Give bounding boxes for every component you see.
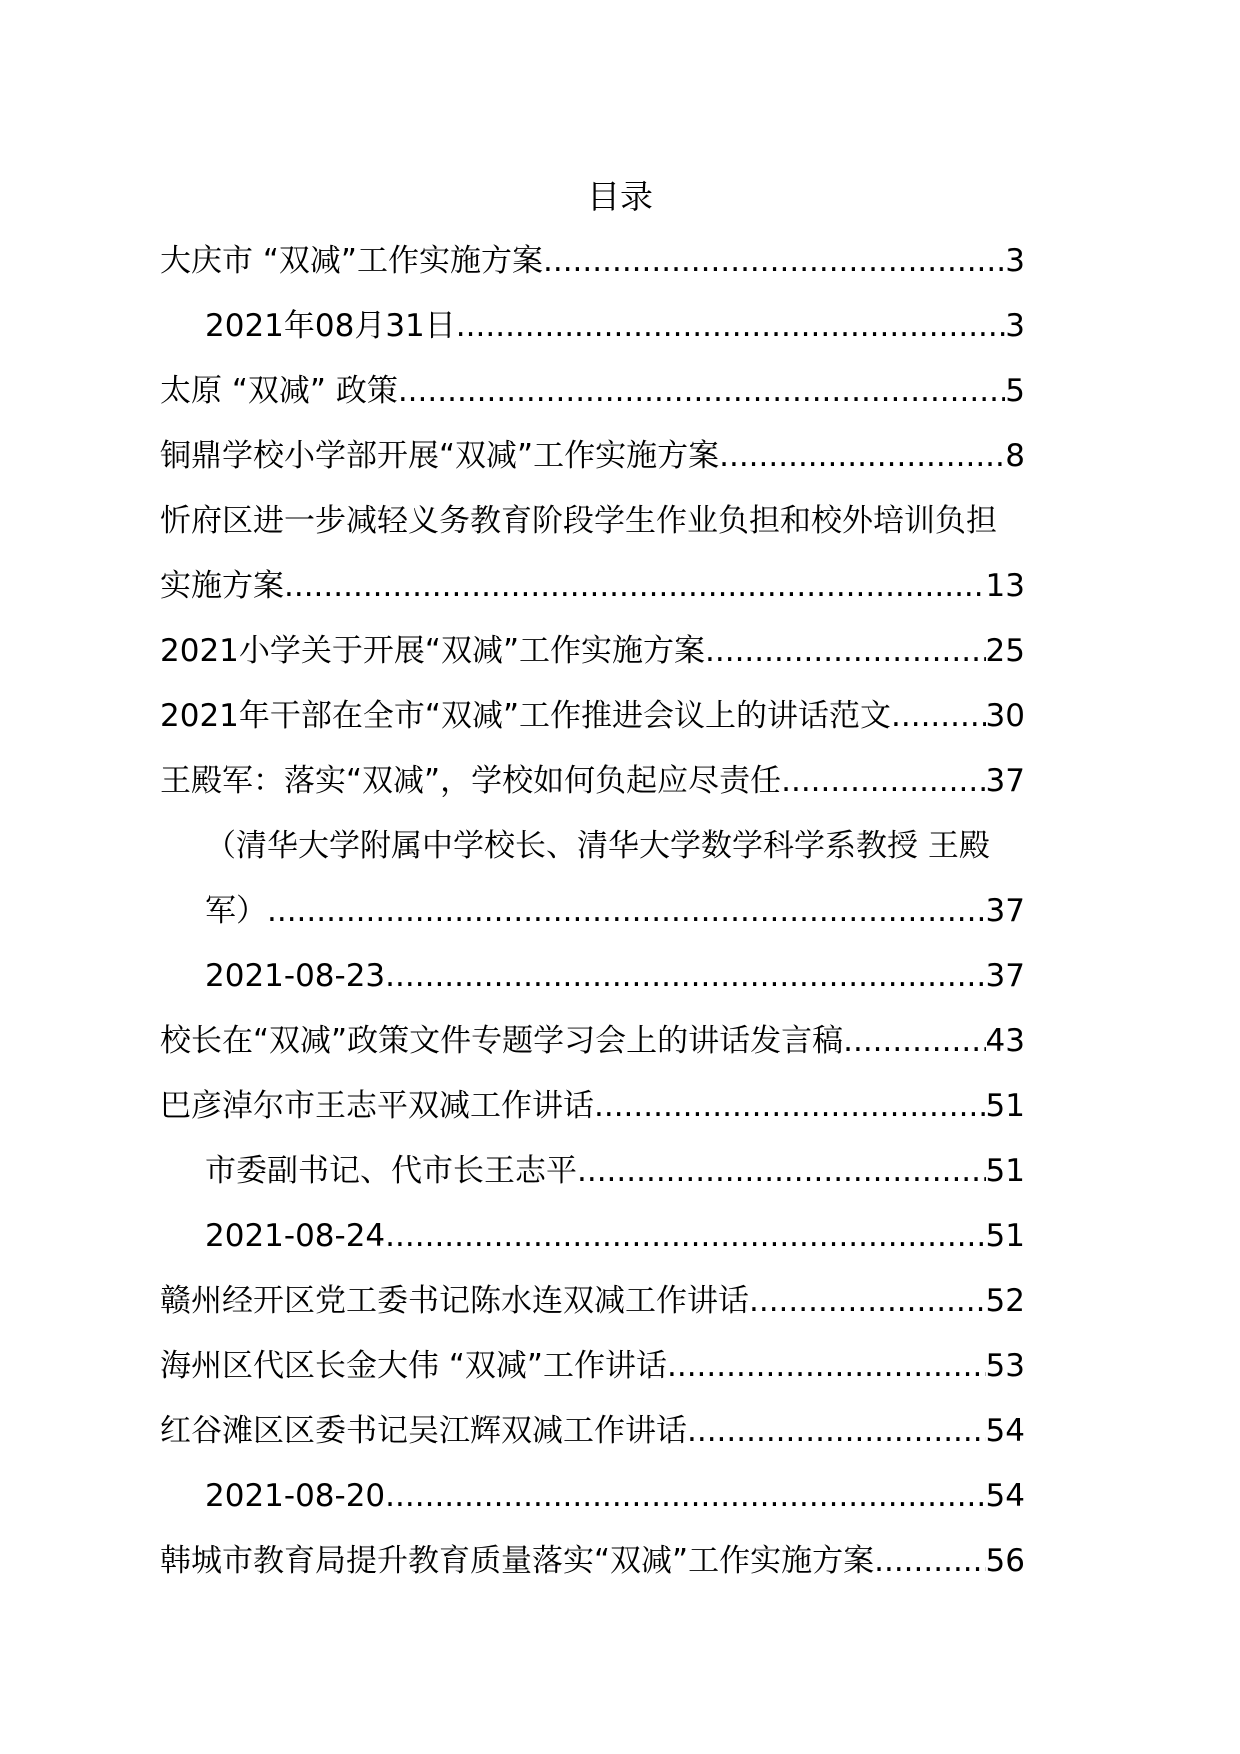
toc-entry-page: 51 [985,1153,1025,1189]
toc-entry-label: 2021年08月31日 [205,308,456,344]
toc-entry-label: 2021小学关于开展“双减”工作实施方案 [160,633,706,669]
dot-leader [284,561,986,611]
toc-row [160,496,1095,626]
toc-entry[interactable] [160,366,1025,416]
toc-row [160,301,1095,366]
toc-row [160,756,1095,821]
toc-entry-label-line1[interactable]: （清华大学附属中学校长、清华大学数学科学系教授 王殿 [205,828,990,864]
toc-entry-page: 54 [985,1413,1025,1449]
toc-entry-page: 3 [1005,308,1025,344]
toc-entry-label: 铜鼎学校小学部开展“双减”工作实施方案 [160,438,720,474]
toc-entry-label: 大庆市 “双减”工作实施方案 [160,243,543,279]
toc-row [160,1016,1095,1081]
toc-entry[interactable] [160,561,1025,611]
toc-row [160,1276,1095,1341]
toc-entry-label: 赣州经开区党工委书记陈水连双减工作讲话 [160,1283,749,1319]
toc-entry-label: 韩城市教育局提升教育质量落实“双减”工作实施方案 [160,1543,875,1579]
dot-leader [577,1146,986,1196]
dot-leader [891,691,986,741]
toc-entry-label: 巴彦淖尔市王志平双减工作讲话 [160,1088,594,1124]
toc-entry-label: 2021年干部在全市“双减”工作推进会议上的讲话范文 [160,698,892,734]
toc-entry-page: 5 [1005,373,1025,409]
dot-leader [267,886,986,936]
toc-row [160,431,1095,496]
toc-entry-page: 43 [985,1023,1025,1059]
toc-entry-page: 30 [985,698,1025,734]
toc-entry[interactable] [160,951,1025,1001]
dot-leader [719,431,1005,481]
toc-entry-page: 3 [1005,243,1025,279]
toc-entry-page: 51 [985,1218,1025,1254]
toc-entry[interactable] [160,1211,1025,1261]
toc-entry-page: 56 [985,1543,1025,1579]
dot-leader [749,1276,986,1326]
dot-leader [385,1471,985,1521]
toc-entry-label: 实施方案 [160,568,284,604]
dot-leader [705,626,986,676]
toc-entry[interactable] [160,236,1025,286]
toc-row [160,1341,1095,1406]
toc-row [160,1406,1095,1471]
toc-row [160,1211,1095,1276]
dot-leader [398,366,1005,416]
dot-leader [456,301,1005,351]
toc-row [160,951,1095,1016]
dot-leader [874,1536,985,1586]
toc-entry-page: 52 [985,1283,1025,1319]
toc-row [160,366,1095,431]
toc-entry-label: 军） [205,893,267,929]
toc-entry-page: 51 [985,1088,1025,1124]
dot-leader [687,1406,986,1456]
toc-row [160,1471,1095,1536]
dot-leader [385,1211,985,1261]
toc-entry[interactable] [160,1146,1025,1196]
toc-entry[interactable] [160,1341,1025,1391]
toc-entry-page: 37 [985,958,1025,994]
toc-title: 目录 [587,177,653,216]
toc-entry[interactable] [160,1536,1025,1586]
toc-entry-label: 海州区代区长金大伟 “双减”工作讲话 [160,1348,667,1384]
toc-entry-page: 37 [985,763,1025,799]
dot-leader [543,236,1005,286]
toc-entry[interactable] [160,756,1025,806]
toc-entry[interactable] [160,1016,1025,1066]
toc-row [160,1146,1095,1211]
toc-entry-label: 红谷滩区区委书记吴江辉双减工作讲话 [160,1413,687,1449]
toc-entry-page: 54 [985,1478,1025,1514]
toc-entry[interactable] [160,1276,1025,1326]
toc-entry-label: 2021-08-20 [205,1478,386,1514]
toc-row [160,236,1095,301]
toc-row [160,691,1095,756]
toc-entry[interactable] [160,431,1025,481]
toc-entry-page: 13 [985,568,1025,604]
toc-entry[interactable] [160,626,1025,676]
toc-entry-page: 25 [985,633,1025,669]
toc-entry-page: 53 [985,1348,1025,1384]
dot-leader [594,1081,986,1131]
toc-entry[interactable] [160,1406,1025,1456]
toc-entry[interactable] [160,691,1025,741]
toc-entry[interactable] [160,1471,1025,1521]
toc-entry-label: 太原 “双减” 政策 [160,373,398,409]
table-of-contents [160,236,1095,1601]
toc-entry-page: 8 [1005,438,1025,474]
toc-entry-label: 2021-08-23 [205,958,386,994]
dot-leader [667,1341,986,1391]
toc-entry-label: 市委副书记、代市长王志平 [205,1153,577,1189]
toc-entry-label: 校长在“双减”政策文件专题学习会上的讲话发言稿 [160,1023,844,1059]
toc-entry-label: 王殿军：落实“双减”，学校如何负起应尽责任 [160,763,782,799]
toc-row [160,1536,1095,1601]
toc-row [160,626,1095,691]
dot-leader [781,756,985,806]
toc-entry-page: 37 [985,893,1025,929]
dot-leader [843,1016,985,1066]
dot-leader [385,951,985,1001]
toc-row [160,821,1095,951]
toc-entry-label: 2021-08-24 [205,1218,386,1254]
toc-entry-label-line1[interactable]: 忻府区进一步减轻义务教育阶段学生作业负担和校外培训负担 [160,503,997,539]
toc-entry[interactable] [160,301,1025,351]
toc-row [160,1081,1095,1146]
toc-entry[interactable] [160,886,1025,936]
toc-entry[interactable] [160,1081,1025,1131]
